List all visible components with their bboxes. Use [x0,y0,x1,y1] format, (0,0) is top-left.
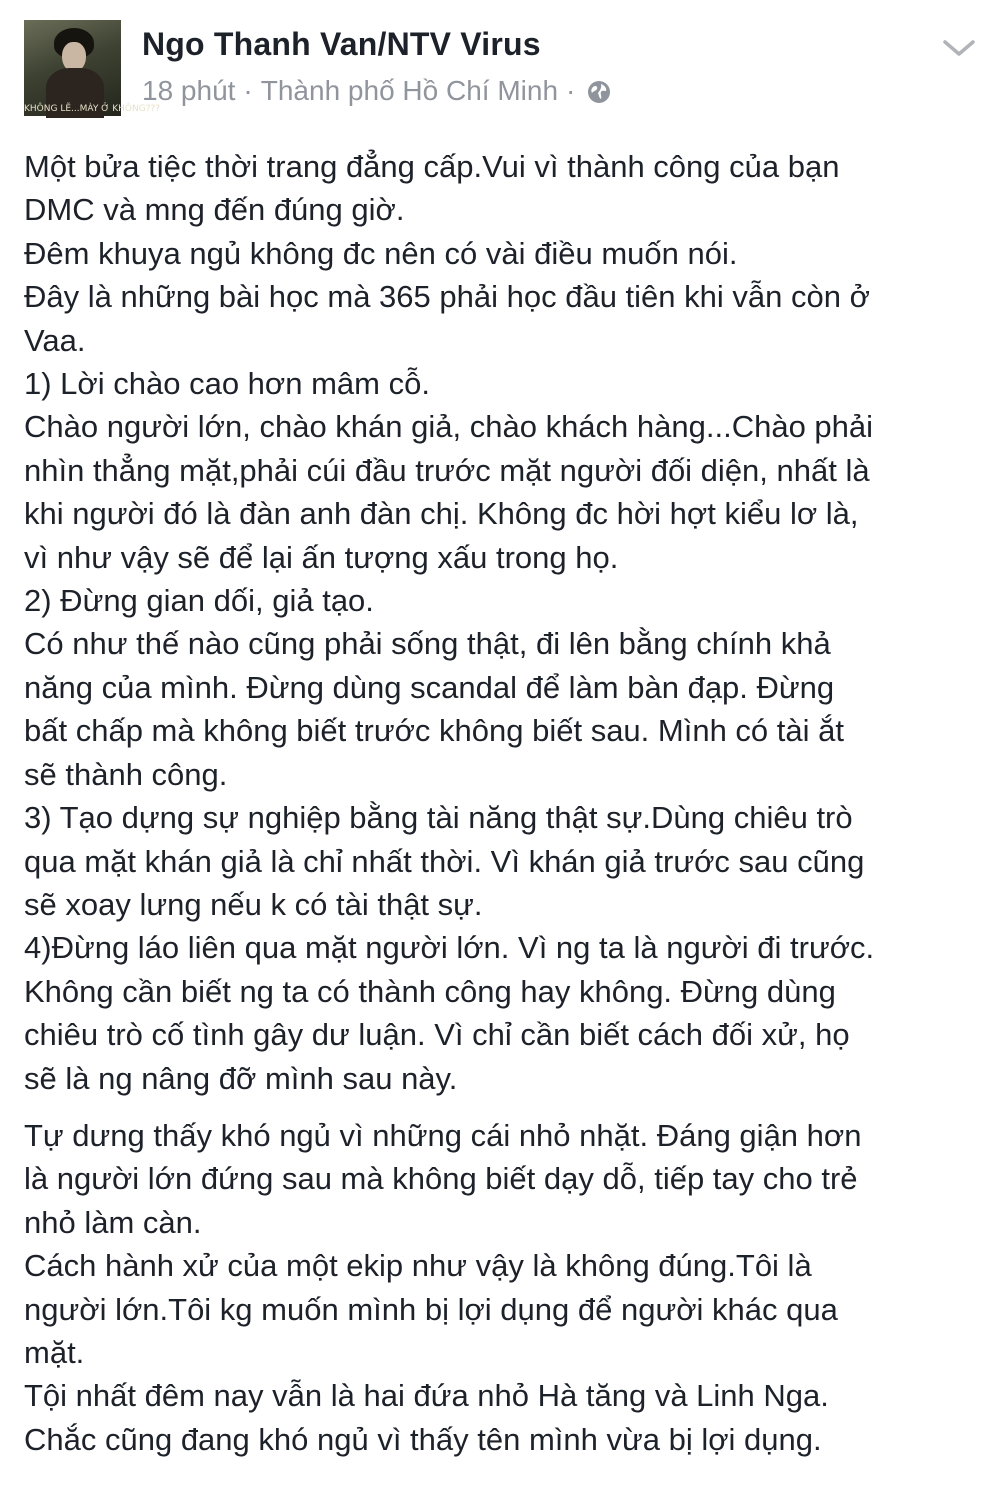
meta-separator: · [243,75,253,106]
post-text-line: Chắc cũng đang khó ngủ vì thấy tên mình vừa bị lợi dụng. [24,1421,822,1457]
post-text-line: vì như vậy sẽ để lại ấn tượng xấu trong họ. [24,539,619,575]
post-text-line: Không cần biết ng ta có thành công hay không. Đừng dùng [24,973,836,1009]
paragraph-gap [24,1100,984,1114]
post-body [24,145,984,1461]
avatar-caption: KHÔNG LẼ...MÀY Ở KHÔNG??? [24,104,161,114]
post-text-line: Tội nhất đêm nay vẫn là hai đứa nhỏ Hà tăng và Linh Nga. [24,1378,829,1414]
post-text-line: khi người đó là đàn anh đàn chị. Không đc hời hợt kiểu lơ là, [24,496,859,532]
post-text-line: Vaa. [24,322,86,358]
post-text-line: là người lớn đứng sau mà không biết dạy dỗ, tiếp tay cho trẻ [24,1161,858,1197]
post-text-line: Chào người lớn, chào khán giả, chào khách hàng...Chào phải [24,409,874,445]
post-text-line: mặt. [24,1334,85,1370]
post-header [24,20,979,116]
post-text-line: sẽ là ng nâng đỡ mình sau này. [24,1060,458,1096]
post-text-line: 1) Lời chào cao hơn mâm cỗ. [24,366,430,402]
post-paragraph-2 [24,1114,984,1461]
post-time[interactable]: 18 phút [142,75,236,106]
post-text-line: năng của mình. Đừng dùng scandal để làm bàn đạp. Đừng [24,669,835,705]
avatar[interactable] [24,20,161,116]
author-name[interactable]: Ngo Thanh Van/NTV Virus [142,26,541,62]
meta-separator-2: · [566,75,576,106]
post-text-line: Có như thế nào cũng phải sống thật, đi lên bằng chính khả [24,626,831,662]
post-text-line: Tự dưng thấy khó ngủ vì những cái nhỏ nhặt. Đáng giận hơn [24,1117,862,1153]
post-text-line: người lớn.Tôi kg muốn mình bị lợi dụng để người khác qua [24,1291,838,1327]
post-text-line: 4)Đừng láo liên qua mặt người lớn. Vì ng ta là người đi trước. [24,930,875,966]
post-text-line: nhỏ làm càn. [24,1204,202,1240]
post-text-line: sẽ thành công. [24,756,228,792]
post-text-line: Một bửa tiệc thời trang đẳng cấp.Vui vì thành công của bạn [24,149,840,184]
post-text-line: Đây là những bài học mà 365 phải học đầu tiên khi vẫn còn ở [24,279,870,315]
post-text-line: Đêm khuya ngủ không đc nên có vài điều muốn nói. [24,235,738,271]
post-paragraph-1 [24,145,984,1100]
post-text-line: nhìn thẳng mặt,phải cúi đầu trước mặt người đối diện, nhất là [24,452,870,488]
post-text-line: qua mặt khán giả là chỉ nhất thời. Vì khán giả trước sau cũng [24,843,865,879]
post-text-line: sẽ xoay lưng nếu k có tài thật sự. [24,886,483,922]
post-text-line: chiêu trò cố tình gây dư luận. Vì chỉ cần biết cách đối xử, họ [24,1017,850,1053]
globe-icon[interactable] [587,79,611,103]
post-location[interactable]: Thành phố Hồ Chí Minh [260,75,559,106]
post-text-line: DMC và mng đến đúng giờ. [24,192,405,228]
post-text-line: 2) Đừng gian dối, giả tạo. [24,583,374,619]
post-text-line: 3) Tạo dựng sự nghiệp bằng tài năng thật sự.Dùng chiêu trò [24,800,853,836]
post-text-line: Cách hành xử của một ekip như vậy là không đúng.Tôi là [24,1248,812,1284]
chevron-down-icon[interactable] [939,34,979,62]
post-text-line: bất chấp mà không biết trước không biết sau. Mình có tài ắt [24,713,844,749]
post-meta [142,75,611,107]
